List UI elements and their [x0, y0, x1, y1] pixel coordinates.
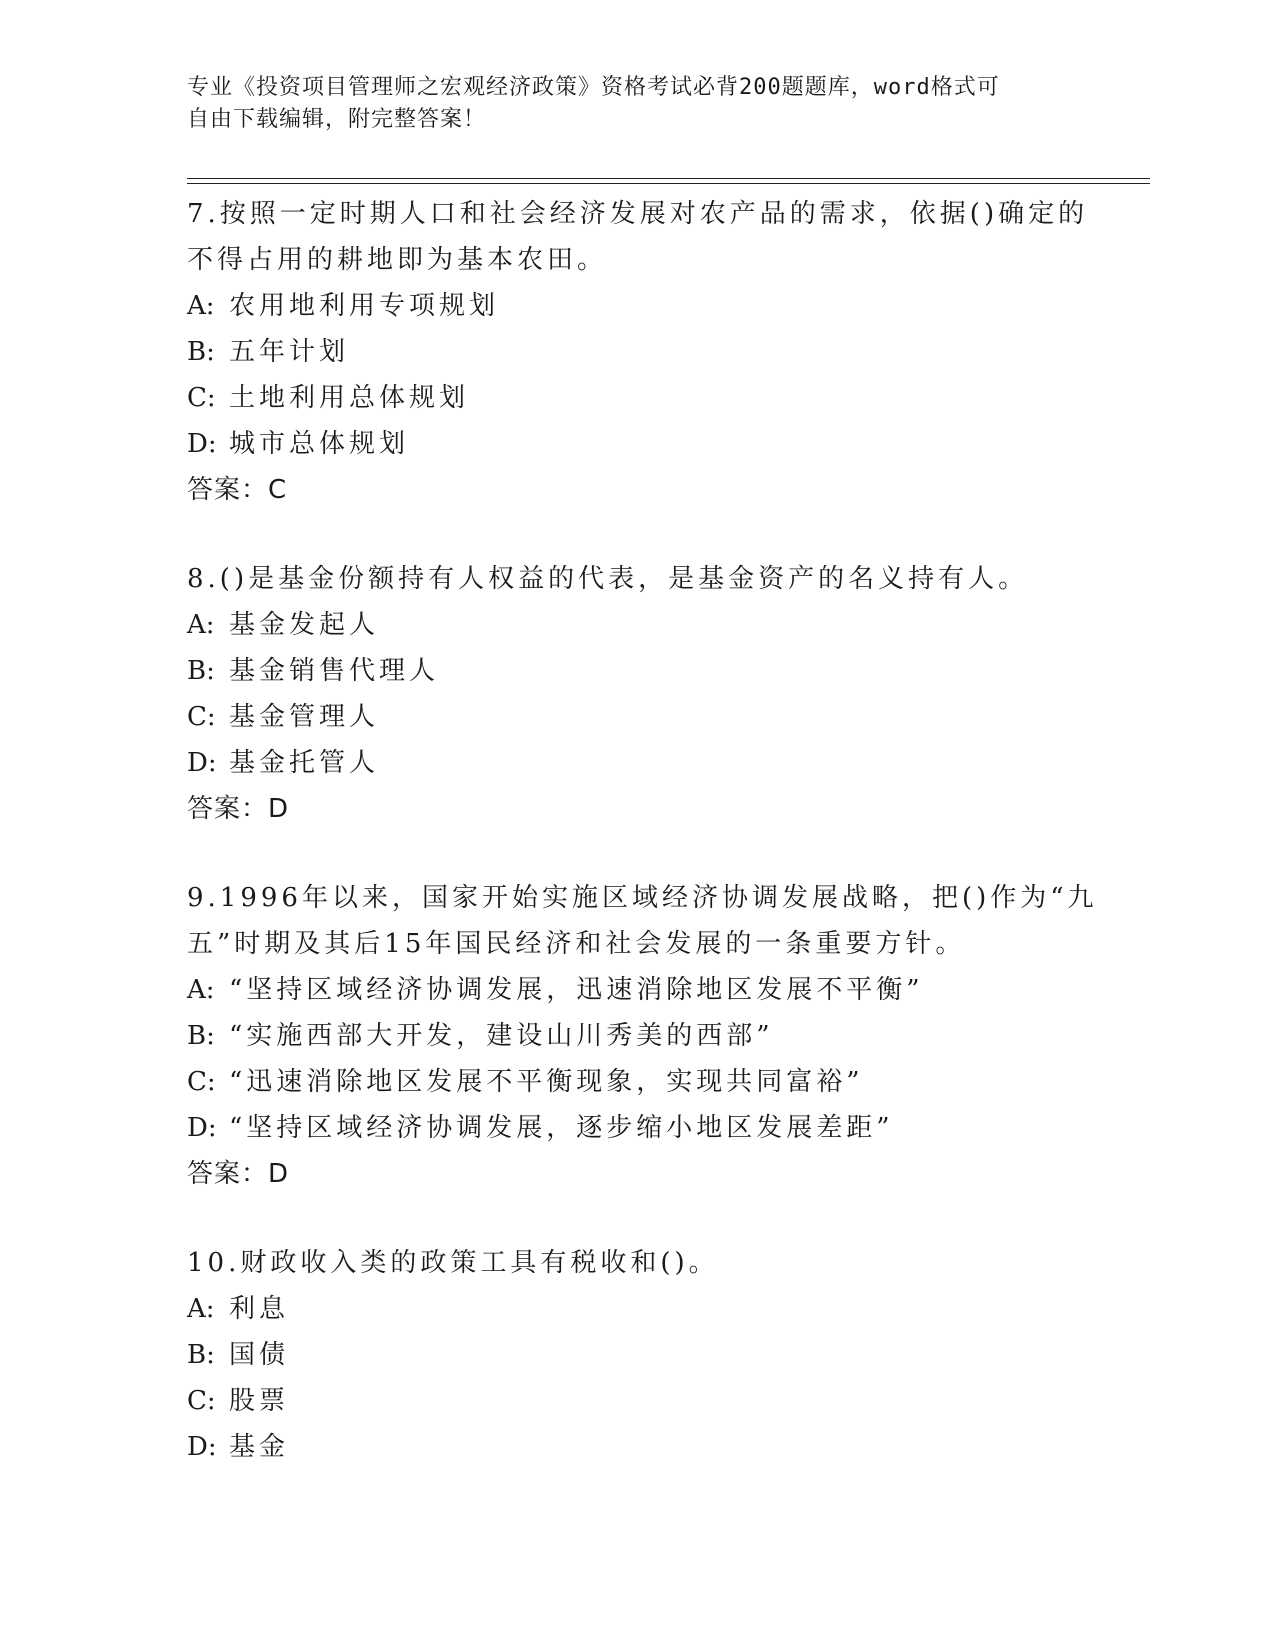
option-text: 农用地利用专项规划 — [229, 291, 500, 321]
option-c — [187, 375, 1087, 421]
option-letter: B: — [187, 656, 215, 686]
option-letter: D: — [187, 429, 217, 459]
option-b — [187, 1013, 1087, 1059]
option-text: 城市总体规划 — [229, 429, 410, 459]
option-text: 基金 — [229, 1432, 290, 1462]
question-10 — [187, 1240, 1087, 1470]
option-letter: A: — [187, 1294, 215, 1324]
option-text: 基金销售代理人 — [229, 656, 440, 686]
option-letter: C: — [187, 702, 216, 732]
header-line-1: 专业《投资项目管理师之宏观经济政策》资格考试必背200题题库，word格式可 — [187, 75, 1000, 100]
header-divider-bottom — [187, 183, 1150, 184]
answer-line: 答案：D — [187, 794, 290, 824]
question-stem-line: 8.()是基金份额持有人权益的代表，是基金资产的名义持有人。 — [187, 564, 1029, 594]
option-c — [187, 1378, 1087, 1424]
option-letter: C: — [187, 1386, 216, 1416]
option-letter: A: — [187, 291, 215, 321]
option-d — [187, 1424, 1087, 1470]
header-line-2: 自由下载编辑，附完整答案！ — [187, 107, 487, 132]
question-9 — [187, 875, 1098, 1197]
option-text: 股票 — [229, 1386, 290, 1416]
option-d — [187, 740, 1087, 786]
option-a — [187, 1286, 1087, 1332]
option-d — [187, 1105, 1087, 1151]
question-7 — [187, 191, 1087, 513]
question-list — [187, 191, 1098, 1470]
option-b — [187, 329, 1087, 375]
option-b — [187, 648, 1087, 694]
option-letter: B: — [187, 1340, 215, 1370]
option-text: “迅速消除地区发展不平衡现象，实现共同富裕” — [229, 1067, 864, 1097]
option-letter: B: — [187, 337, 215, 367]
option-letter: B: — [187, 1021, 215, 1051]
option-b — [187, 1332, 1087, 1378]
question-stem-line: 9.1996年以来，国家开始实施区域经济协调发展战略，把()作为“九 — [187, 883, 1098, 913]
option-a — [187, 967, 1087, 1013]
option-text: 土地利用总体规划 — [229, 383, 470, 413]
question-8 — [187, 556, 1087, 832]
option-text: “坚持区域经济协调发展，逐步缩小地区发展差距” — [229, 1113, 894, 1143]
option-c — [187, 694, 1087, 740]
option-text: 利息 — [229, 1294, 290, 1324]
option-a — [187, 283, 1087, 329]
option-letter: D: — [187, 1113, 217, 1143]
option-letter: A: — [187, 975, 215, 1005]
answer-line: 答案：C — [187, 475, 288, 505]
question-stem-line: 不得占用的耕地即为基本农田。 — [187, 245, 608, 275]
option-a — [187, 602, 1087, 648]
option-letter: D: — [187, 748, 217, 778]
option-letter: C: — [187, 1067, 216, 1097]
option-text: 国债 — [229, 1340, 290, 1370]
option-text: “坚持区域经济协调发展，迅速消除地区发展不平衡” — [229, 975, 924, 1005]
option-text: 基金管理人 — [229, 702, 380, 732]
document-header — [187, 72, 1067, 136]
answer-line: 答案：D — [187, 1159, 290, 1189]
option-letter: A: — [187, 610, 215, 640]
option-letter: C: — [187, 383, 216, 413]
question-stem-line: 7.按照一定时期人口和社会经济发展对农产品的需求，依据()确定的 — [187, 199, 1089, 229]
option-d — [187, 421, 1087, 467]
header-divider-top — [187, 178, 1150, 179]
option-letter: D: — [187, 1432, 217, 1462]
question-stem-line: 五”时期及其后15年国民经济和社会发展的一条重要方针。 — [187, 929, 966, 959]
option-text: 基金发起人 — [229, 610, 380, 640]
option-c — [187, 1059, 1087, 1105]
option-text: “实施西部大开发，建设山川秀美的西部” — [229, 1021, 774, 1051]
option-text: 五年计划 — [229, 337, 350, 367]
option-text: 基金托管人 — [229, 748, 380, 778]
question-stem-line: 10.财政收入类的政策工具有税收和()。 — [187, 1248, 719, 1278]
